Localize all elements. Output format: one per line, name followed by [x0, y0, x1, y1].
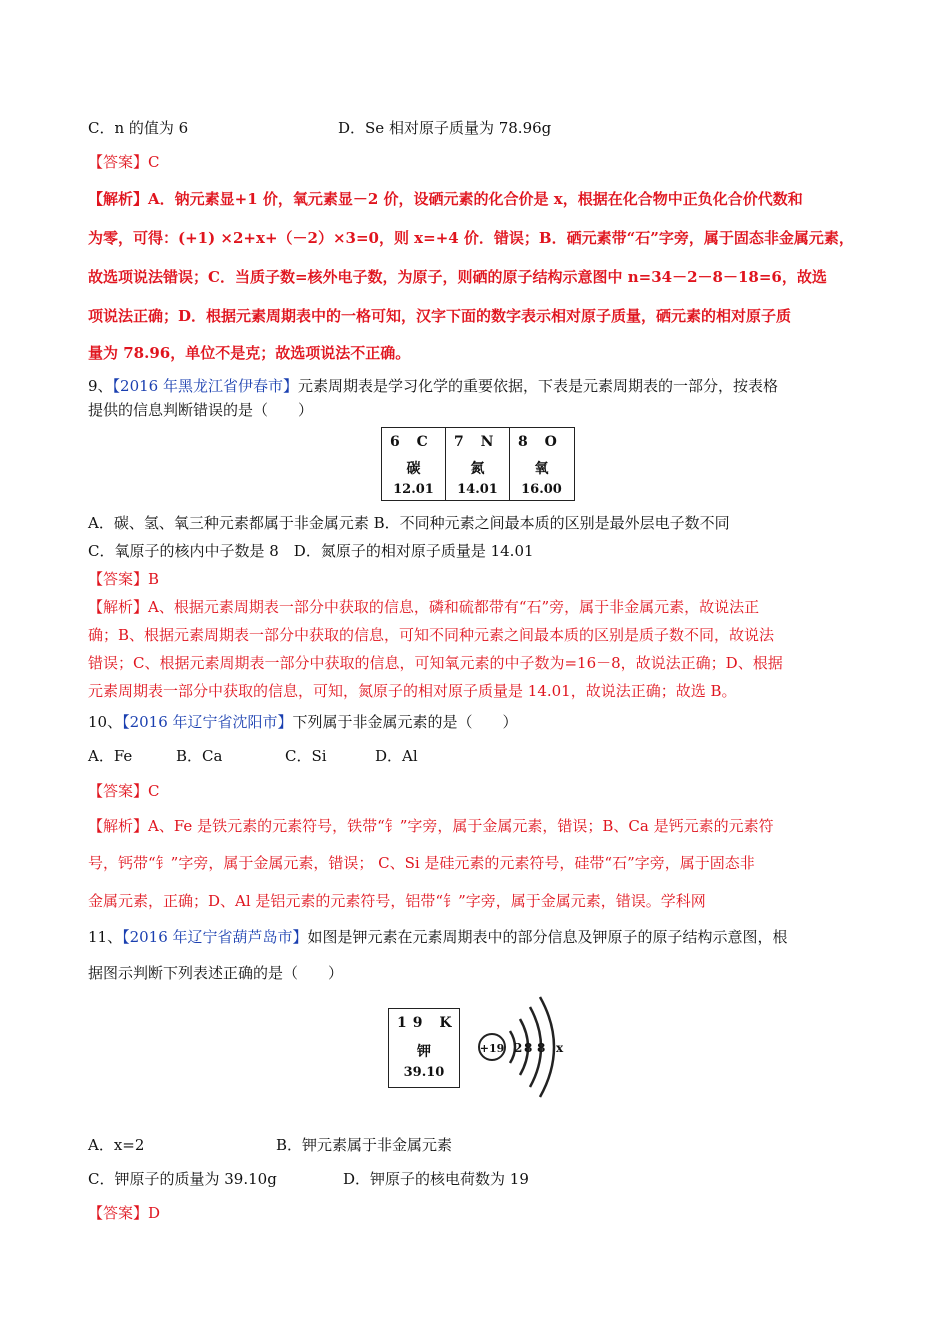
periodic-cell-nitrogen [446, 428, 510, 500]
q10-analysis-line: 【解析】A、Fe 是铁元素的元素符号，铁带“钅”字旁，属于金属元素，错误；B、Ca 是钙元素的元素符 [88, 817, 774, 835]
q9-number: 9、 [88, 377, 113, 395]
q11-number: 11、 [88, 928, 123, 946]
cell-name: 碳 [406, 461, 421, 477]
q11-option-b: B．钾元素属于非金属元素 [276, 1136, 453, 1154]
q9-stem-2: 提供的信息判断错误的是（ ） [88, 401, 314, 419]
cell-mass: 39.10 [403, 1065, 445, 1080]
q9-analysis-line: 元素周期表一部分中获取的信息，可知，氮原子的相对原子质量是 14.01，故说法正确；故选 B。 [88, 682, 737, 700]
q10-number: 10、 [88, 713, 123, 731]
q10-option-d: D．Al [375, 747, 418, 765]
q11-option-c: C．钾原子的质量为 39.10g [88, 1170, 277, 1188]
q8-option-d: D．Se 相对原子质量为 78.96g [338, 119, 552, 137]
q11-answer: 【答案】D [88, 1204, 161, 1222]
q10-stem [88, 712, 518, 732]
q8-analysis-line: 项说法正确；D．根据元素周期表中的一格可知，汉字下面的数字表示相对原子质量，硒元素的相对原子质 [88, 307, 792, 325]
q8-option-c: C．n 的值为 6 [88, 119, 189, 137]
cell-name: 钾 [417, 1044, 431, 1060]
cell-number-symbol: 19 K [397, 1015, 458, 1031]
q9-options-cd: C．氧原子的核内中子数是 8 D．氮原子的相对原子质量是 14.01 [88, 542, 534, 560]
q11-option-a: A．x=2 [88, 1136, 145, 1154]
shell-count: 2 [514, 1041, 523, 1055]
q9-options-ab: A．碳、氢、氧三种元素都属于非金属元素 B．不同种元素之间最本质的区别是最外层电子数不同 [88, 514, 730, 532]
q10-option-b: B．Ca [176, 747, 223, 765]
q8-analysis-line: 【解析】A．钠元素显+1 价，氧元素显－2 价，设硒元素的化合价是 x，根据在化合物中正负化合价代数和 [88, 190, 803, 208]
q9-stem-text: 元素周期表是学习化学的重要依据，下表是元素周期表的一部分，按表格 [298, 377, 779, 395]
q11-stem-2: 据图示判断下列表述正确的是（ ） [88, 964, 344, 982]
potassium-cell-inner [389, 1009, 459, 1087]
q10-analysis-line: 号，钙带“钅”字旁，属于金属元素，错误； C、Si 是硅元素的元素符号，硅带“石”字旁，属于固态非 [88, 854, 755, 872]
q10-analysis-line: 金属元素，正确；D、Al 是铝元素的元素符号，铝带“钅”字旁，属于金属元素，错误。学科网 [88, 892, 706, 910]
cell-number-symbol: 6 C [390, 434, 434, 450]
shell-count: x [556, 1041, 564, 1055]
cell-mass: 14.01 [457, 482, 498, 497]
q9-source: 【2016 年黑龙江省伊春市】 [112, 377, 298, 395]
q10-stem-text: 下列属于非金属元素的是（ ） [292, 713, 518, 731]
periodic-cell-carbon [382, 428, 446, 500]
q9-analysis-line: 确；B、根据元素周期表一部分中获取的信息，可知不同种元素之间最本质的区别是质子数不同，故说法 [88, 626, 775, 644]
q9-answer: 【答案】B [88, 570, 160, 588]
q8-analysis-line: 为零，可得：(+1) ×2+x+（－2）×3=0，则 x=+4 价．错误；B．硒元素带“石”字旁，属于固态非金属元素， [88, 229, 854, 247]
q10-answer: 【答案】C [88, 782, 160, 800]
q10-option-c: C．Si [285, 747, 327, 765]
q11-stem-text: 如图是钾元素在元素周期表中的部分信息及钾原子的原子结构示意图，根 [307, 928, 788, 946]
shell-count: 8 [537, 1041, 546, 1055]
shell-count: 8 [524, 1041, 533, 1055]
q9-analysis-line: 【解析】A、根据元素周期表一部分中获取的信息，磷和硫都带有“石”旁，属于非金属元素，故说法正 [88, 598, 760, 616]
potassium-atom-structure-diagram [470, 995, 580, 1100]
cell-name: 氧 [534, 461, 549, 477]
cell-number-symbol: 7 N [454, 434, 500, 450]
cell-mass: 12.01 [393, 482, 434, 497]
q8-answer: 【答案】C [88, 153, 160, 171]
q10-source: 【2016 年辽宁省沈阳市】 [122, 713, 293, 731]
cell-name: 氮 [470, 461, 485, 477]
cell-mass: 16.00 [521, 482, 562, 497]
q9-analysis-line: 错误；C、根据元素周期表一部分中获取的信息，可知氧元素的中子数为=16－8，故说法正确；D、根据 [88, 654, 783, 672]
q11-stem [88, 927, 788, 947]
q11-source: 【2016 年辽宁省葫芦岛市】 [122, 928, 308, 946]
q10-option-a: A．Fe [88, 747, 133, 765]
q8-analysis-line: 故选项说法错误；C．当质子数=核外电子数，为原子，则硒的原子结构示意图中 n=34－2－8－18=6，故选 [88, 268, 827, 286]
q9-stem [88, 376, 778, 396]
nucleus-charge: +19 [479, 1042, 505, 1055]
q11-option-d: D．钾原子的核电荷数为 19 [343, 1170, 529, 1188]
q8-analysis-line: 量为 78.96，单位不是克；故选项说法不正确。 [88, 344, 411, 362]
potassium-periodic-cell [388, 1008, 460, 1088]
cell-number-symbol: 8 O [518, 434, 563, 450]
periodic-cell-oxygen [510, 428, 573, 500]
q9-periodic-table [381, 427, 575, 501]
